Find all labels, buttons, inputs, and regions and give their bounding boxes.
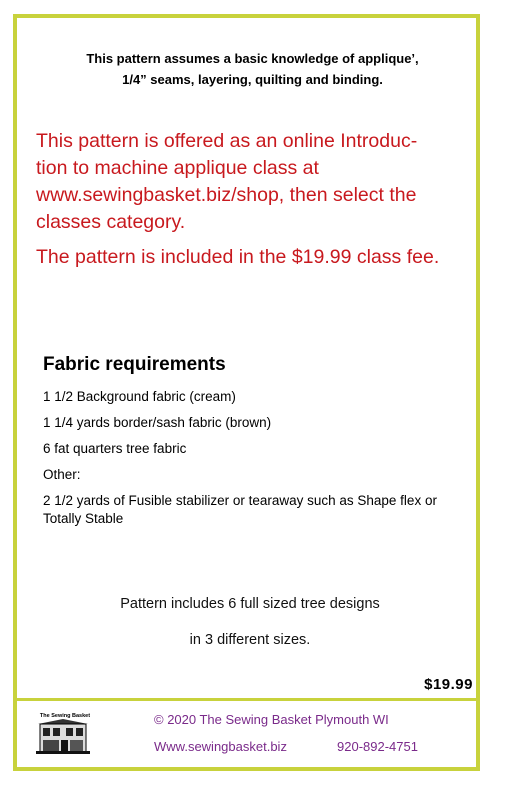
pattern-includes-line-2: in 3 different sizes. <box>189 632 311 648</box>
class-fee-note: The pattern is included in the $19.99 class fee. <box>36 246 440 268</box>
fabric-requirements-list <box>43 388 463 536</box>
fabric-item-tree: 6 fat quarters tree fabric <box>43 441 187 456</box>
pattern-includes-line-1: Pattern includes 6 full sized tree designs <box>120 596 380 612</box>
class-offer-line-3: www.sewingbasket.biz/shop, then select the <box>36 184 417 206</box>
price: $19.99 <box>424 676 473 693</box>
skill-notice-line-1: This pattern assumes a basic knowledge of applique’, <box>86 51 419 66</box>
class-offer-line-1: This pattern is offered as an online Introduc- <box>36 130 418 152</box>
skill-notice <box>30 48 475 90</box>
footer-phone: 920-892-4751 <box>337 739 418 754</box>
footer-divider <box>13 698 480 701</box>
fabric-item-other-label: Other: <box>43 467 81 482</box>
fabric-item-background: 1 1/2 Background fabric (cream) <box>43 389 236 404</box>
sewing-basket-logo <box>34 710 92 756</box>
footer-copyright: © 2020 The Sewing Basket Plymouth WI <box>154 712 389 727</box>
fabric-requirements-title: Fabric requirements <box>43 354 226 375</box>
class-offer-line-2: tion to machine applique class at <box>36 157 319 179</box>
skill-notice-line-2: 1/4” seams, layering, quilting and binding. <box>122 72 383 87</box>
logo-text: The Sewing Basket <box>39 713 91 719</box>
fabric-item-stabilizer: 2 1/2 yards of Fusible stabilizer or tearaway such as Shape flex or Totally Stable <box>43 493 437 526</box>
class-offer-line-4: classes category. <box>36 211 186 233</box>
footer-website-link[interactable]: Www.sewingbasket.biz <box>154 739 287 754</box>
fabric-item-border: 1 1/4 yards border/sash fabric (brown) <box>43 415 272 430</box>
class-offer <box>36 128 476 236</box>
